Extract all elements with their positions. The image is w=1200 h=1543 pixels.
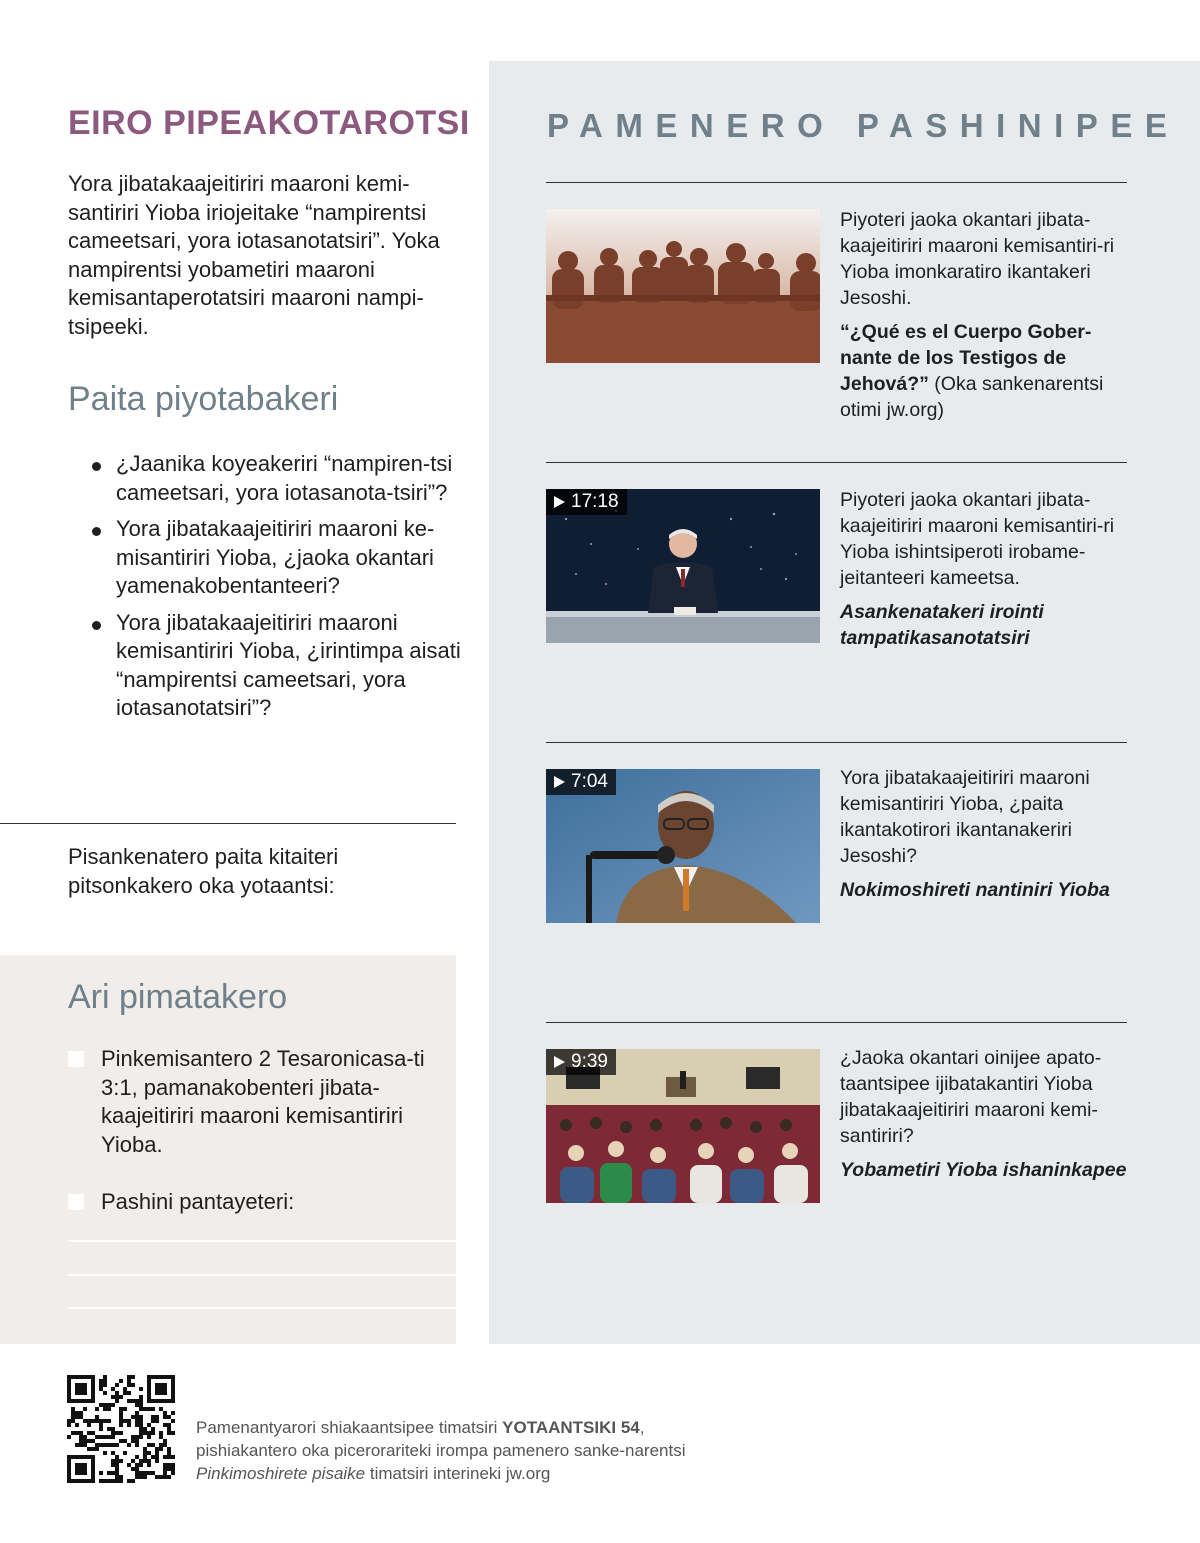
duration-label: 7:04 <box>571 771 608 792</box>
question-text: ¿Jaanika koyeakeriri “nampiren-tsi cameetsari, yora iotasanota-tsiri”? <box>116 451 453 505</box>
video-divider <box>546 182 1127 183</box>
video-link[interactable] <box>840 319 1140 423</box>
checkbox-icon[interactable] <box>68 1051 84 1067</box>
video-link-title[interactable]: Yobametiri Yioba ishaninkapee <box>840 1159 1127 1181</box>
video-link-note: (Oka sankenarentsi otimi jw.org) <box>840 373 1104 421</box>
action-item[interactable] <box>68 1188 438 1217</box>
question-item <box>92 609 462 723</box>
writing-line[interactable] <box>68 1274 456 1276</box>
action-title: Ari pimatakero <box>68 978 288 1016</box>
writing-line[interactable] <box>68 1240 456 1242</box>
video-thumbnail[interactable] <box>546 209 820 363</box>
bullet-icon <box>92 527 101 536</box>
qr-code-icon[interactable] <box>67 1375 175 1483</box>
video-link[interactable] <box>840 877 1140 903</box>
bullet-icon <box>92 621 101 630</box>
questions-list <box>92 450 462 731</box>
notes-label: Pisankenatero paita kitaiteri pitsonkakero oka yotaantsi: <box>68 844 339 898</box>
action-item[interactable] <box>68 1045 438 1159</box>
video-thumbnail[interactable] <box>546 489 820 643</box>
footer-middle: , pishiakantero oka picerorariteki irompa pamenero sanke-narentsi <box>196 1418 686 1460</box>
videos-title: PAMENERO PASHINIPEE <box>547 107 1180 144</box>
question-item <box>92 515 462 601</box>
video-link-title[interactable]: Asankenatakeri irointi tampatikasanotatsiri <box>840 601 1044 649</box>
video-divider <box>546 1022 1127 1023</box>
video-duration <box>546 489 627 515</box>
qr-code-graphic <box>67 1375 175 1483</box>
checkbox-icon[interactable] <box>68 1194 84 1210</box>
meeting-silhouette-image <box>546 209 820 363</box>
video-text <box>840 1045 1140 1183</box>
video-description: Yora jibatakaajeitiriri maaroni kemisantiriri Yioba, ¿paita ikantakotirori ikantanakeriri Jesoshi? <box>840 767 1090 867</box>
footer-suffix: timatsiri interineki jw.org <box>365 1464 551 1483</box>
footer-chapter: YOTAANTSIKI 54 <box>502 1418 640 1437</box>
video-divider <box>546 742 1127 743</box>
video-text <box>840 765 1140 903</box>
bullet-icon <box>92 462 101 471</box>
duration-label: 17:18 <box>571 491 619 512</box>
play-icon[interactable] <box>554 496 565 508</box>
video-text <box>840 207 1140 423</box>
video-link-title[interactable]: Nokimoshireti nantiniri Yioba <box>840 879 1110 901</box>
video-thumbnail[interactable] <box>546 1049 820 1203</box>
play-icon[interactable] <box>554 776 565 788</box>
question-text: Yora jibatakaajeitiriri maaroni ke-misantiriri Yioba, ¿jaoka okantari yamenakobentanteeri? <box>116 516 435 598</box>
footer-prefix: Pamenantyarori shiakaantsipee timatsiri <box>196 1418 503 1437</box>
footer-text <box>196 1416 716 1485</box>
video-description: ¿Jaoka okantari oinijee apato-taantsipee ijibatakantiri Yioba jibatakaajeitiriri maaroni kemi-santiriri? <box>840 1047 1102 1147</box>
action-text: Pinkemisantero 2 Tesaronicasa-ti 3:1, pamanakobenteri jibata-kaajeitiriri maaroni kemisantiriri Yioba. <box>101 1046 425 1157</box>
duration-label: 9:39 <box>571 1051 608 1072</box>
writing-line[interactable] <box>68 1307 456 1309</box>
divider <box>0 823 456 824</box>
video-link[interactable] <box>840 1157 1140 1183</box>
video-link-title[interactable]: “¿Qué es el Cuerpo Gober-nante de los Testigos de Jehová?” <box>840 321 1092 395</box>
video-description: Piyoteri jaoka okantari jibata-kaajeitiriri maaroni kemisantiri-ri Yioba imonkaratiro ikantakeri Jesoshi. <box>840 209 1115 309</box>
summary-text: Yora jibatakaajeitiriri maaroni kemi-santiriri Yioba iriojeitake “nampirentsi cameetsari, yora iotasanotatsiri”. Yoka nampirentsi yobametiri maaroni kemisantaperotatsiri maaroni nampi-tsipeeki. <box>68 171 440 339</box>
summary-title: EIRO PIPEAKOTAROTSI <box>68 104 470 142</box>
video-duration <box>546 1049 616 1075</box>
video-duration <box>546 769 616 795</box>
video-thumbnail[interactable] <box>546 769 820 923</box>
footer-book: Pinkimoshirete pisaike <box>196 1464 366 1483</box>
video-description: Piyoteri jaoka okantari jibata-kaajeitiriri maaroni kemisantiri-ri Yioba ishintsiperoti irobame-jeitanteeri kameetsa. <box>840 489 1115 589</box>
question-item <box>92 450 462 507</box>
play-icon[interactable] <box>554 1056 565 1068</box>
questions-title: Paita piyotabakeri <box>68 380 339 418</box>
video-divider <box>546 462 1127 463</box>
video-text <box>840 487 1140 651</box>
video-link[interactable] <box>840 599 1140 651</box>
question-text: Yora jibatakaajeitiriri maaroni kemisantiriri Yioba, ¿irintimpa aisati “nampirentsi cameetsari, yora iotasanotatsiri”? <box>116 609 461 720</box>
action-text: Pashini pantayeteri: <box>101 1189 295 1214</box>
